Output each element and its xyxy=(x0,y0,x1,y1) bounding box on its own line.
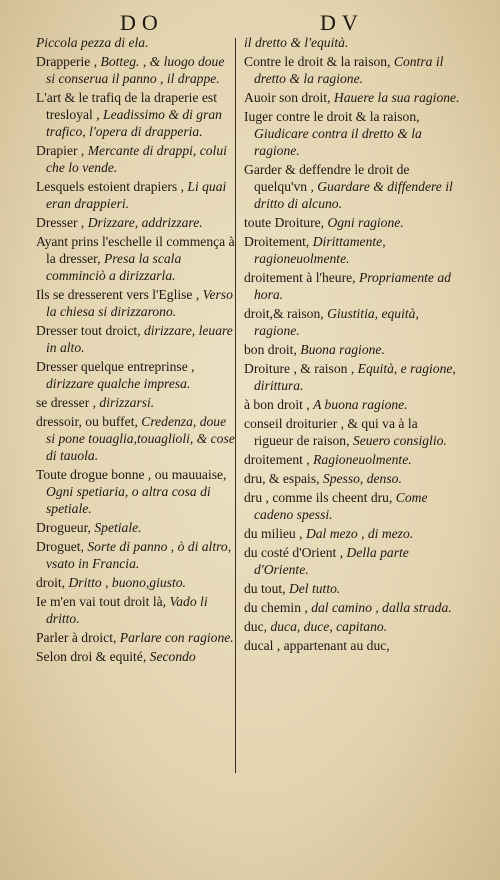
italian-translation: Ragioneuolmente. xyxy=(313,452,412,467)
italian-translation: Equità, e ragione, dirittura. xyxy=(254,361,456,393)
italian-translation: Contra il dretto & la ragione. xyxy=(254,54,444,86)
italian-translation: dirizzare, leuare in alto. xyxy=(46,323,233,355)
italian-translation: dirizzare qualche impresa. xyxy=(46,376,191,391)
italian-translation: Della parte d'Oriente. xyxy=(254,545,409,577)
dictionary-entry xyxy=(244,214,460,231)
french-headword: dru , comme ils cheent dru, xyxy=(244,490,396,505)
italian-translation: Secondo xyxy=(149,649,196,664)
french-headword: Dresser , xyxy=(36,215,88,230)
french-headword: Drogueur, xyxy=(36,520,95,535)
italian-translation: Giudicare contra il dretto & la ragione. xyxy=(254,126,422,158)
italian-translation: Ogni ragione. xyxy=(327,215,404,230)
french-headword: Dresser tout droict, xyxy=(36,323,144,338)
italian-translation: Parlare con ragione. xyxy=(119,630,234,645)
dictionary-entry xyxy=(36,89,236,140)
running-head-right: DV xyxy=(320,10,364,35)
dictionary-entry xyxy=(36,629,236,646)
french-headword: du milieu , xyxy=(244,526,306,541)
french-headword: L'art & le trafiq de la draperie est tresloyal , xyxy=(36,90,217,122)
italian-translation: Guardare & diffendere il dritto di alcuno. xyxy=(254,179,453,211)
italian-translation: Dal mezo , di mezo. xyxy=(305,526,414,541)
italian-translation: Spetiale. xyxy=(94,520,142,535)
dictionary-entry xyxy=(244,470,460,487)
dictionary-entry xyxy=(36,466,236,517)
italian-translation: Ogni spetiaria, o altra cosa di spetiale. xyxy=(46,484,211,516)
italian-translation: Seuero consiglio. xyxy=(352,433,447,448)
french-headword: dressoir, ou buffet, xyxy=(36,414,142,429)
dictionary-entry xyxy=(36,394,236,411)
dictionary-entry xyxy=(36,358,236,392)
french-headword: Drapperie , xyxy=(36,54,101,69)
italian-translation: Mercante di drappi, colui che lo vende. xyxy=(46,143,227,175)
french-headword: Droiture , & raison , xyxy=(244,361,358,376)
french-headword: se dresser , xyxy=(36,395,100,410)
dictionary-entry xyxy=(36,286,236,320)
italian-translation: duca, duce, capitano. xyxy=(270,619,388,634)
dictionary-entry xyxy=(36,519,236,536)
french-headword: Garder & deffendre le droit de quelqu'vn , xyxy=(244,162,410,194)
dictionary-entry xyxy=(244,305,460,339)
dictionary-entry xyxy=(244,580,460,597)
dictionary-entry xyxy=(36,142,236,176)
right-column xyxy=(244,34,460,656)
dictionary-entry xyxy=(36,574,236,591)
left-column xyxy=(36,34,236,667)
dictionary-entry xyxy=(244,599,460,616)
dictionary-entry xyxy=(244,269,460,303)
dictionary-entry xyxy=(36,214,236,231)
french-headword: du tout, xyxy=(244,581,289,596)
dictionary-entry xyxy=(36,178,236,212)
french-headword: Selon droi & equité, xyxy=(36,649,150,664)
dictionary-entry xyxy=(244,618,460,635)
french-headword: dru, & espais, xyxy=(244,471,323,486)
italian-translation: Botteg. , & luogo doue si conserua il panno , il drappe. xyxy=(46,54,225,86)
italian-translation: Li quai eran drappieri. xyxy=(46,179,227,211)
dictionary-entry xyxy=(244,233,460,267)
french-headword: duc, xyxy=(244,619,271,634)
italian-translation: Giustitia, equità, ragione. xyxy=(254,306,419,338)
french-headword: du chemin , xyxy=(244,600,312,615)
french-headword: conseil droiturier , & qui va à la rigueur de raison, xyxy=(244,416,418,448)
french-headword: Parler à droict, xyxy=(36,630,120,645)
italian-translation: dal camino , dalla strada. xyxy=(311,600,452,615)
dictionary-entry xyxy=(244,161,460,212)
dictionary-entry xyxy=(36,593,236,627)
italian-translation: Vado li dritto. xyxy=(46,594,208,626)
italian-translation: Del tutto. xyxy=(288,581,341,596)
dictionary-entry xyxy=(244,53,460,87)
french-headword: bon droit, xyxy=(244,342,301,357)
italian-translation: Leadissimo & di gran trafico, l'opera di drapperia. xyxy=(46,107,222,139)
italian-translation: Sorte di panno , ò di altro, vsato in Francia. xyxy=(46,539,232,571)
dictionary-entry xyxy=(244,544,460,578)
french-headword: droit,& raison, xyxy=(244,306,328,321)
french-headword: Auoir son droit, xyxy=(244,90,334,105)
dictionary-entry xyxy=(244,525,460,542)
dictionary-entry xyxy=(36,233,236,284)
dictionary-entry xyxy=(244,341,460,358)
french-headword: Ils se dresserent vers l'Eglise , xyxy=(36,287,203,302)
italian-translation: Dritto , buono,giusto. xyxy=(68,575,186,590)
french-headword: Toute drogue bonne , ou mauuaise, xyxy=(36,467,227,482)
italian-translation: Buona ragione. xyxy=(300,342,385,357)
french-headword: Dresser quelque entreprinse , xyxy=(36,359,195,374)
dictionary-entry xyxy=(36,538,236,572)
french-headword: droitement , xyxy=(244,452,314,467)
italian-translation: Hauere la sua ragione. xyxy=(333,90,460,105)
french-headword: Ie m'en vai tout droit là, xyxy=(36,594,170,609)
french-headword: droit, xyxy=(36,575,69,590)
column-divider xyxy=(235,38,236,773)
italian-translation: Verso la chiesa si dirizzarono. xyxy=(46,287,233,319)
french-headword: Lesquels estoient drapiers , xyxy=(36,179,188,194)
dictionary-entry xyxy=(244,34,460,51)
french-headword: Iuger contre le droit & la raison, xyxy=(244,109,420,124)
dictionary-entry xyxy=(244,637,460,654)
french-headword: Droguet, xyxy=(36,539,88,554)
dictionary-entry xyxy=(36,53,236,87)
dictionary-entry xyxy=(36,322,236,356)
italian-translation: dirizzarsi. xyxy=(99,395,155,410)
dictionary-entry xyxy=(244,89,460,106)
italian-translation: A buona ragione. xyxy=(313,397,408,412)
dictionary-entry xyxy=(244,360,460,394)
dictionary-entry xyxy=(244,451,460,468)
french-headword: droitement à l'heure, xyxy=(244,270,359,285)
italian-translation: Spesso, denso. xyxy=(322,471,402,486)
dictionary-entry xyxy=(36,648,236,665)
italian-translation: Drizzare, addrizzare. xyxy=(87,215,203,230)
italian-translation: Dirittamente, ragioneuolmente. xyxy=(254,234,386,266)
dictionary-entry xyxy=(36,413,236,464)
italian-translation: Presa la scala comminciò a dirizzarla. xyxy=(46,251,182,283)
dictionary-entry xyxy=(244,489,460,523)
italian-translation: Credenza, doue si pone touaglia,touaglioli, & cose di tauola. xyxy=(46,414,235,463)
italian-translation: Propriamente ad hora. xyxy=(254,270,451,302)
dictionary-entry xyxy=(36,34,236,51)
french-headword: ducal , appartenant au duc, xyxy=(244,638,390,653)
running-head-left: DO xyxy=(120,10,164,35)
italian-translation: Come cadeno spessi. xyxy=(254,490,428,522)
dictionary-entry xyxy=(244,396,460,413)
dictionary-entry xyxy=(244,108,460,159)
italian-translation: Piccola pezza di ela. xyxy=(36,35,149,50)
french-headword: Ayant prins l'eschelle il commença à la dresser, xyxy=(36,234,235,266)
french-headword: Contre le droit & la raison, xyxy=(244,54,394,69)
italian-translation: il dretto & l'equità. xyxy=(244,35,349,50)
french-headword: Drapier , xyxy=(36,143,88,158)
french-headword: toute Droiture, xyxy=(244,215,328,230)
french-headword: Droitement, xyxy=(244,234,313,249)
dictionary-entry xyxy=(244,415,460,449)
french-headword: du costé d'Orient , xyxy=(244,545,347,560)
french-headword: à bon droit , xyxy=(244,397,314,412)
